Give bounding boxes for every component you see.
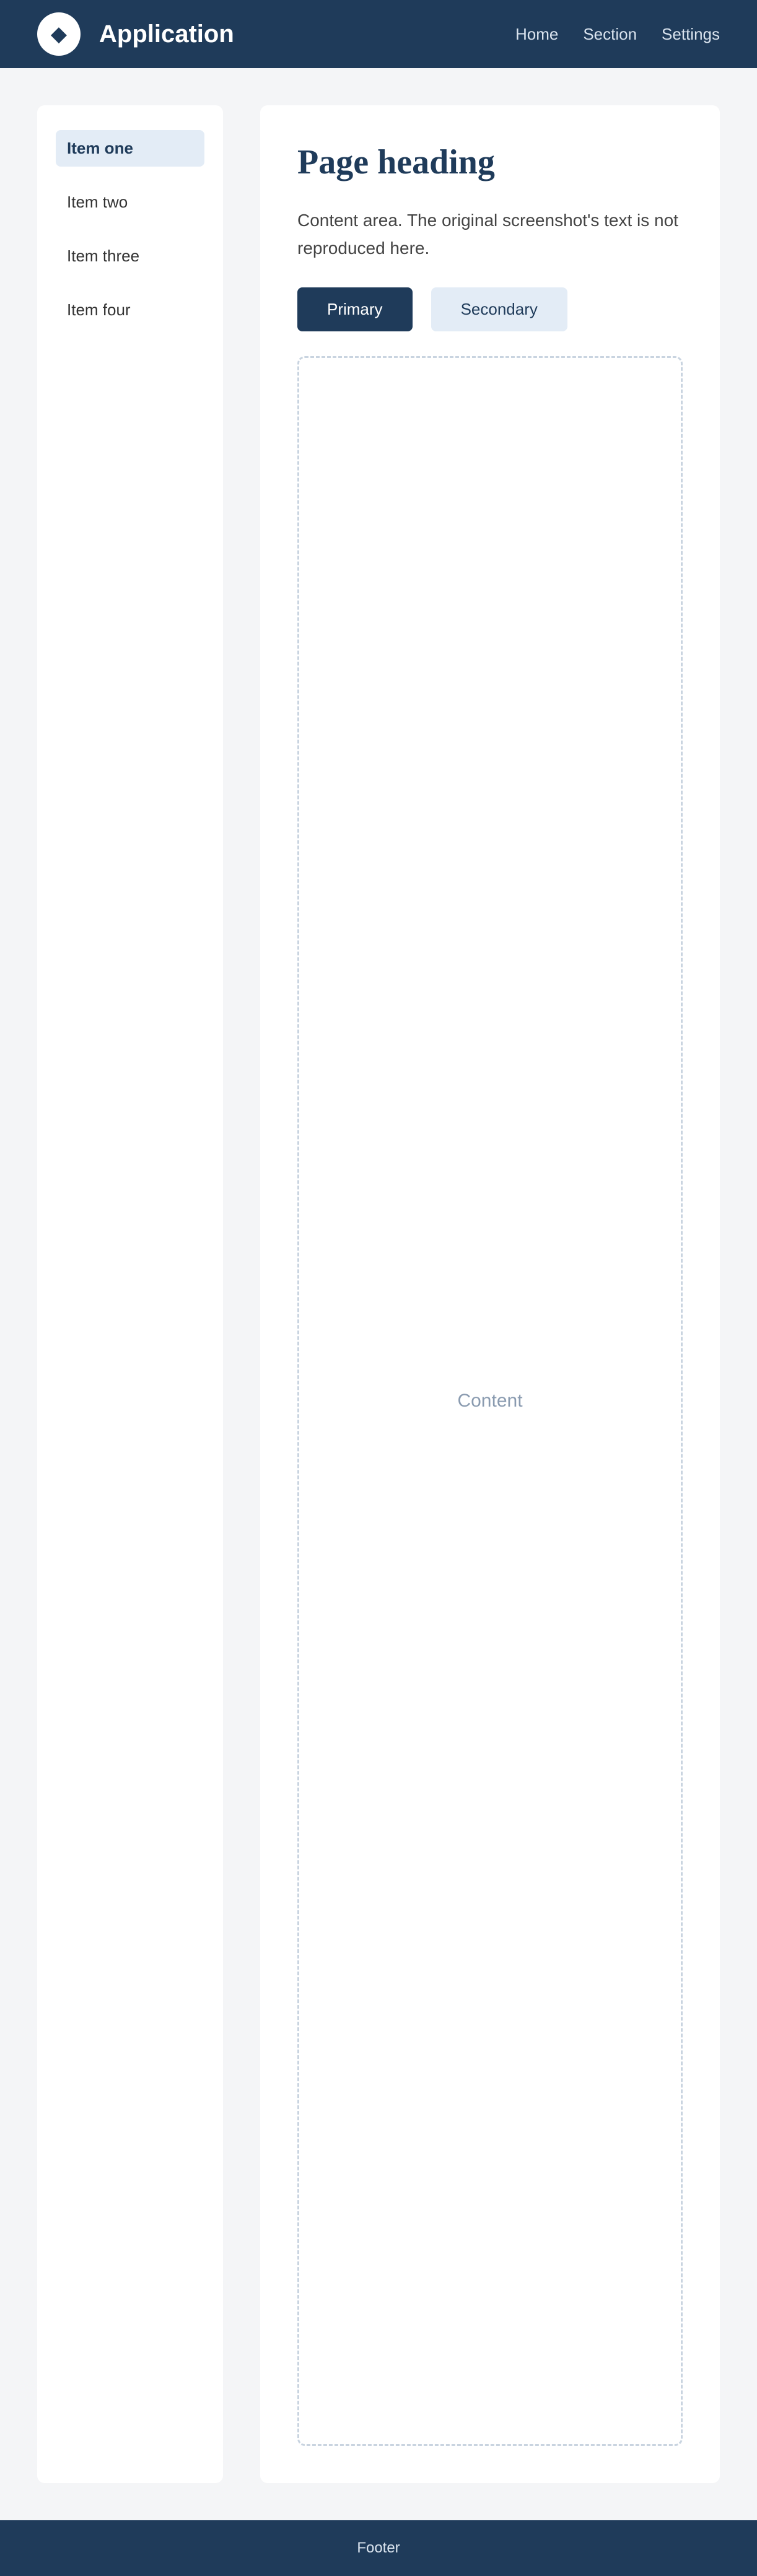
page-title: Page heading xyxy=(297,143,495,181)
sidebar-item-4[interactable]: Item four xyxy=(67,300,131,319)
secondary-button[interactable]: Secondary xyxy=(431,287,567,331)
footer: Footer xyxy=(0,2520,757,2576)
sidebar-item-2[interactable]: Item two xyxy=(67,193,128,211)
nav-item-home[interactable]: Home xyxy=(515,24,559,43)
sidebar xyxy=(37,105,223,2483)
content-area xyxy=(0,68,757,2520)
body-text: Content area. The original screenshot's text is not reproduced here. xyxy=(297,211,678,258)
logo-icon: ◆ xyxy=(37,12,81,56)
button-row xyxy=(297,287,683,331)
nav-item-settings[interactable]: Settings xyxy=(662,24,720,43)
app-title: Application xyxy=(99,20,234,48)
sidebar-item-1[interactable]: Item one xyxy=(56,130,204,167)
top-bar xyxy=(0,0,757,68)
nav-item-section[interactable]: Section xyxy=(583,24,637,43)
content-placeholder: Content xyxy=(297,356,683,2446)
sidebar-item-3[interactable]: Item three xyxy=(67,247,140,265)
top-nav xyxy=(515,25,720,44)
primary-button[interactable]: Primary xyxy=(297,287,413,331)
main-panel xyxy=(260,105,720,2483)
